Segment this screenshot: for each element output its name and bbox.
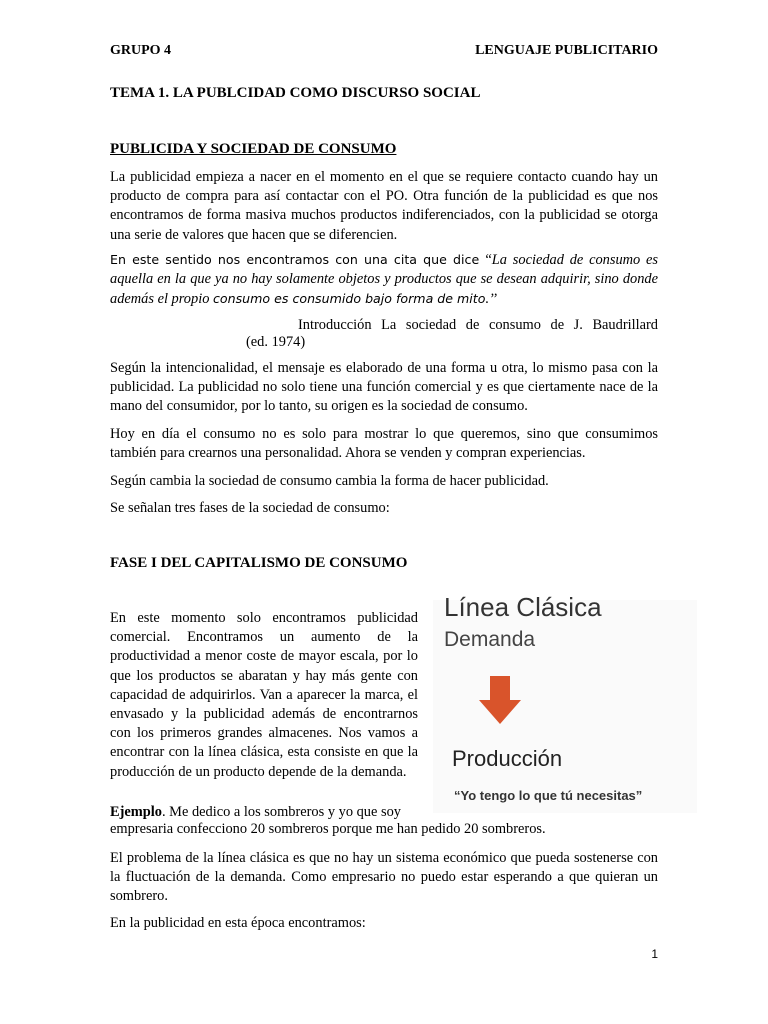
section-heading-fase-1: FASE I DEL CAPITALISMO DE CONSUMO [110,555,408,571]
example-label: Ejemplo [110,804,162,820]
example-line-2: empresaria confecciono 20 sombreros porque me han pedido 20 sombreros. [110,821,546,837]
quote-open-mark: “ [485,252,492,268]
quote-text-part1: La sociedad de consumo es aquella en la que ya no hay solamente objetos y productos que se desean adquirir, sino donde además el propio [110,252,658,308]
paragraph-hoy-en-dia: Hoy en día el consumo no es solo para mostrar lo que queremos, sino que consumimos también para crearnos una personalidad. Ahora se venden y compran experiencias. [110,426,658,462]
quote-text-part2: consumo es consumido bajo forma de mito [213,291,486,307]
figure-quote: “Yo tengo lo que tú necesitas” [454,788,643,803]
figure-produccion: Producción [452,746,563,771]
citation-line-2: (ed. 1974) [246,334,306,350]
quote-close-mark: .’’ [485,291,498,308]
linea-clasica-figure [433,592,697,813]
header-group: GRUPO 4 [110,43,172,58]
section-heading-consumo: PUBLICIDA Y SOCIEDAD DE CONSUMO [110,141,397,157]
citation-line-1: Introducción La sociedad de consumo de J. Baudrillard [298,317,658,333]
topic-title: TEMA 1. LA PUBLCIDAD COMO DISCURSO SOCIAL [110,85,481,101]
paragraph-cambia: Según cambia la sociedad de consumo cambia la forma de hacer publicidad. [110,473,549,489]
paragraph-intencionalidad: Según la intencionalidad, el mensaje es elaborado de una forma u otra, lo mismo pasa con la publicidad. La publicidad no solo tiene una función comercial y es que ciertamente nace de la mano del consumidor, por lo tanto, su origen es la sociedad de consumo. [110,360,658,415]
paragraph-publicidad-epoca: En la publicidad en esta época encontramos: [110,915,366,931]
figure-subtitle: Demanda [444,628,536,651]
page-number: 1 [651,947,658,961]
header-course: LENGUAJE PUBLICITARIO [475,43,658,58]
quote-lead: En este sentido nos encontramos con una cita que dice [110,252,486,267]
down-arrow-icon [479,676,521,724]
paragraph-quote [110,250,658,310]
example-text: . Me dedico a los sombreros y yo que soy [161,804,401,820]
paragraph-problema: El problema de la línea clásica es que no hay un sistema económico que pueda sostenerse con la fluctuación de la demanda. Como empresario no puedo estar esperando a que quieran un sombrero. [110,850,658,905]
paragraph-fase-1: En este momento solo encontramos publicidad comercial. Encontramos un aumento de la productividad a menor coste de mayor escala, por lo que los productos se abaratan y hay más gente con capacidad de adquirirlos. Van a aparecer la marca, el envasado y la publicidad además de encontrarnos con los primeros grandes almacenes. Nos vamos a encontrar con la línea clásica, esta consiste en que la producción de un producto depende de la demanda. [110,610,418,780]
paragraph-tres-fases: Se señalan tres fases de la sociedad de consumo: [110,500,390,516]
paragraph-intro: La publicidad empieza a nacer en el momento en el que se requiere contacto cuando hay un producto de compra para así contactar con el PO. Otra función de la publicidad es que nos encontramos de forma masiva muchos productos indiferenciados, con la publicidad se otorga una serie de valores que hacen que se diferencien. [110,169,658,243]
figure-title: Línea Clásica [444,592,602,622]
